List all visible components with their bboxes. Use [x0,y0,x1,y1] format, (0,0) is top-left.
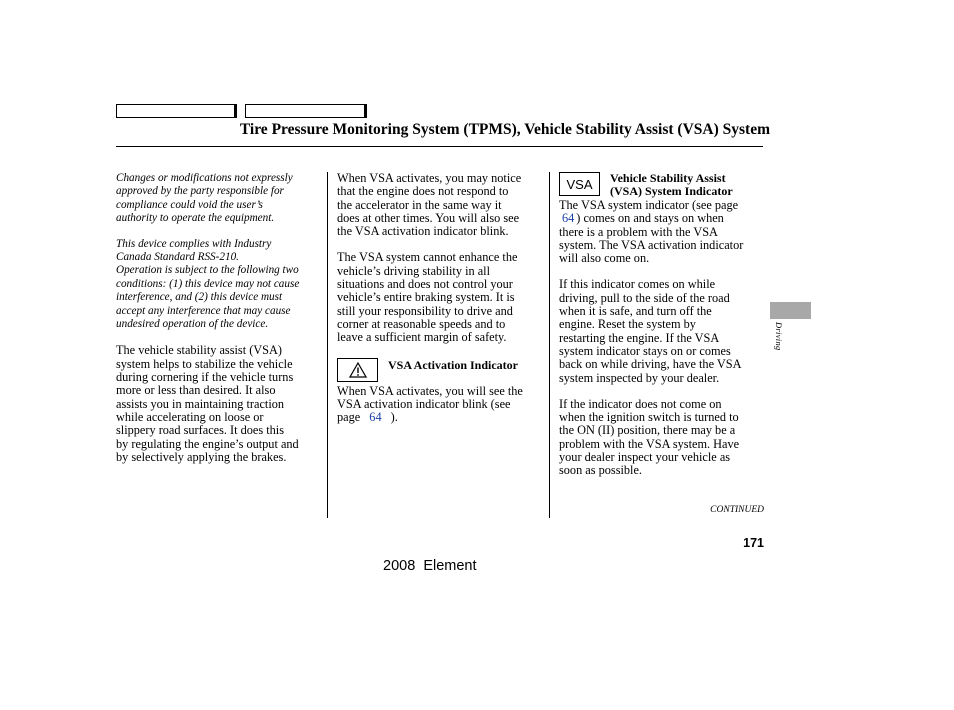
text-line: more or less than desired. It also [116,383,276,398]
column-2 [337,172,543,424]
text-line: Changes or modifications not expressly [116,172,293,184]
text-line: the VSA activation indicator blink. [337,224,509,239]
text-line: situations and does not control your [337,277,513,292]
section-tab-driving[interactable] [770,302,811,319]
text-line [337,411,543,424]
text-line: vehicle’s driving stability in all [337,263,491,278]
section-label-driving: Driving [774,322,784,351]
text-line: by selectively applying the brakes. [116,449,287,464]
page-title: Tire Pressure Monitoring System (TPMS), Vehicle Stability Assist (VSA) System [239,121,770,138]
text-line: When VSA activates, you will see the [337,383,523,398]
text-line: system inspected by your dealer. [559,370,720,385]
text-line: VSA activation indicator blink (see [337,396,511,411]
vsa-activation-indicator-heading: VSA Activation Indicator [388,358,519,372]
text-line: compliance could void the user’s [116,198,263,211]
text-line [559,212,765,225]
text-line: back on while driving, have the VSA [559,357,742,372]
text-line: does at other times. You will also see [337,210,520,225]
text-line: vehicle’s entire braking system. It is [337,290,515,305]
column-3 [559,199,765,478]
column-divider [549,172,550,518]
text-line: during cornering if the vehicle turns [116,370,294,385]
text-fragment: ). [390,410,398,425]
text-line: This device complies with Industry [116,237,272,250]
text-line: If the indicator does not come on [559,396,722,411]
text-line: soon as possible. [559,463,643,478]
heading-line: (VSA) System Indicator [610,184,733,199]
text-line: engine. Reset the system by [559,317,696,332]
vsa-indicator-icon: VSA [559,172,600,196]
text-line: conditions: (1) this device may not cause [116,277,300,290]
nav-tab-box-2[interactable] [245,104,367,118]
industry-canada-notice [116,238,324,332]
heading-line: Vehicle Stability Assist [610,171,726,185]
paragraph [337,251,543,344]
text-fragment: ) comes on and stays on when [576,211,724,226]
text-line: while accelerating on loose or [116,409,264,424]
text-line: The VSA system indicator (see page [559,198,739,212]
warning-triangle-icon [349,362,367,378]
text-fragment: page [337,410,361,425]
text-line: Operation is subject to the following two [116,264,299,277]
text-line: leave a sufficient margin of safety. [337,330,507,345]
text-line: the ON (II) position, there may be a [559,423,736,438]
text-line: that the engine does not respond to [337,184,509,199]
vsa-system-indicator-heading [610,172,770,199]
text-line: problem with the VSA system. Have [559,436,740,451]
title-underline [116,146,763,147]
paragraph [559,199,765,265]
text-line: will also come on. [559,251,650,266]
paragraph [337,172,543,238]
text-line: slippery road surfaces. It does this [116,423,285,438]
continued-label: CONTINUED [710,505,764,515]
text-line: corner at reasonable speeds and to [337,316,506,331]
text-line: your dealer inspect your vehicle as [559,450,731,465]
text-line: still your responsibility to drive and [337,303,513,318]
column-divider [327,172,328,518]
fcc-notice [116,172,324,226]
paragraph [559,398,765,478]
text-line: authority to operate the equipment. [116,212,275,225]
text-line: when the ignition switch is turned to [559,410,739,425]
text-line: system. The VSA activation indicator [559,237,744,252]
text-line: system helps to stabilize the vehicle [116,356,293,371]
text-line: driving, pull to the side of the road [559,290,730,305]
text-line: accept any interference that may cause [116,304,291,317]
vsa-activation-indicator-box [337,358,378,382]
text-line: when it is safe, and turn off the [559,304,712,319]
page-64-link[interactable]: 64 [369,410,382,425]
text-line: If this indicator comes on while [559,277,716,292]
text-line: by regulating the engine’s output and [116,436,299,451]
text-line: The VSA system cannot enhance the [337,250,518,265]
text-line: assists you in maintaining traction [116,396,285,411]
column-1 [116,172,324,464]
text-line: there is a problem with the VSA [559,224,718,239]
page-number: 171 [743,536,764,550]
footer-model: 2008 Element [383,558,477,574]
nav-tab-box-1[interactable] [116,104,237,118]
vsa-description [116,344,324,464]
text-line: When VSA activates, you may notice [337,171,522,185]
text-line: system indicator stays on or comes [559,343,731,358]
text-line: undesired operation of the device. [116,318,269,331]
paragraph [337,385,543,425]
text-line: approved by the party responsible for [116,185,284,198]
text-line: The vehicle stability assist (VSA) [116,343,282,358]
text-line: restarting the engine. If the VSA [559,330,720,345]
page-64-link[interactable]: 64 [562,211,575,226]
text-line: interference, and (2) this device must [116,291,283,304]
text-line: Canada Standard RSS-210. [116,251,239,264]
text-line: the accelerator in the same way it [337,197,502,212]
paragraph [559,278,765,384]
